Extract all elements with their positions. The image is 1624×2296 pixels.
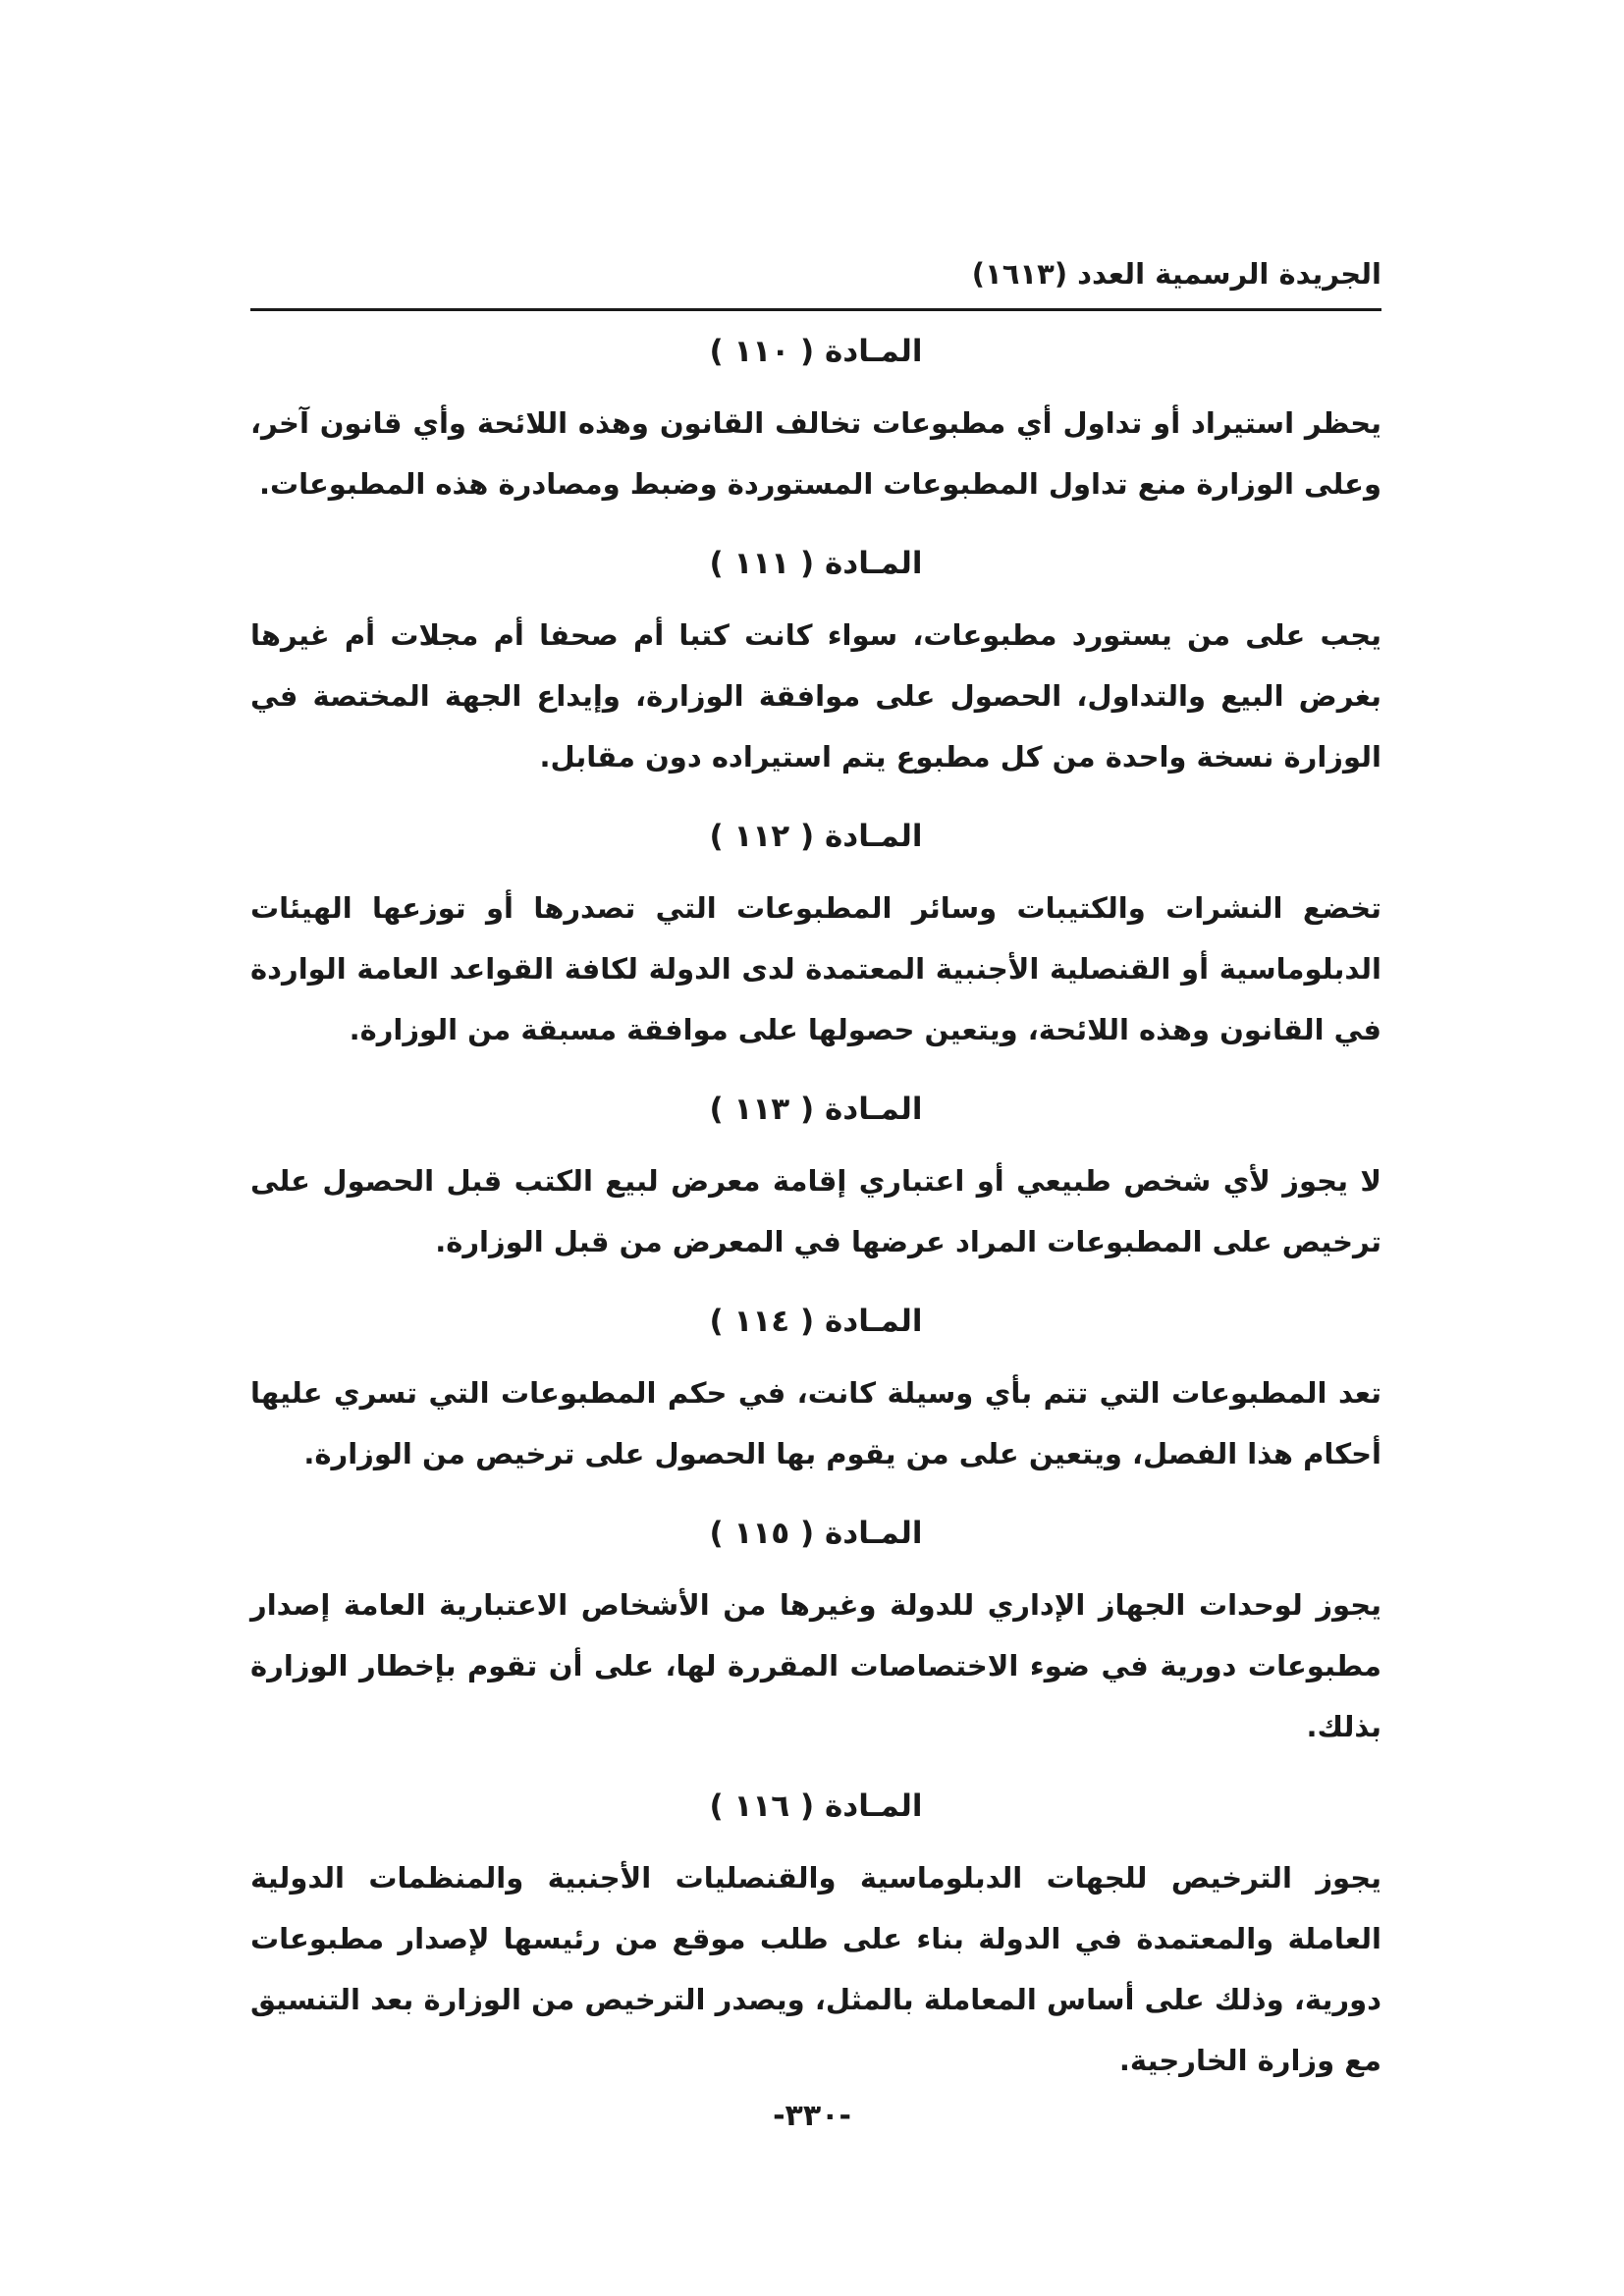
article-heading: المـادة ( ١١٣ ) (709, 1092, 923, 1127)
article-111 (250, 536, 1381, 787)
article-text: يحظر استيراد أو تداول أي مطبوعات تخالف القانون وهذه اللائحة وأي قانون آخر، وعلى الوزارة منع تداول المطبوعات المستوردة وضبط ومصادرة هذه المطبوعات. (250, 406, 1381, 501)
article-113 (250, 1082, 1381, 1272)
article-text: لا يجوز لأي شخص طبيعي أو اعتباري إقامة معرض لبيع الكتب قبل الحصول على ترخيص على المطبوعات المراد عرضها في المعرض من قبل الوزارة. (250, 1164, 1381, 1258)
article-112 (250, 809, 1381, 1060)
article-114 (250, 1294, 1381, 1484)
article-text: يجوز لوحدات الجهاز الإداري للدولة وغيرها من الأشخاص الاعتبارية العامة إصدار مطبوعات دورية في ضوء الاختصاصات المقررة لها، على أن تقوم بإخطار الوزارة بذلك. (250, 1588, 1381, 1743)
article-heading: المـادة ( ١١٤ ) (709, 1304, 923, 1339)
article-text: يجوز الترخيص للجهات الدبلوماسية والقنصليات الأجنبية والمنظمات الدولية العاملة والمعتمدة في الدولة بناء على طلب موقع من رئيسها لإصدار مطبوعات دورية، وذلك على أساس المعاملة بالمثل، ويصدر الترخيص من الوزارة بعد التنسيق مع وزارة الخارجية. (250, 1861, 1381, 2077)
page-number: -٣٣٠- (773, 2099, 851, 2133)
article-heading: المـادة ( ١١٦ ) (709, 1789, 923, 1824)
article-110 (250, 324, 1381, 514)
article-heading: المـادة ( ١١٠ ) (709, 334, 923, 369)
page-header (250, 257, 1381, 311)
articles-container (250, 324, 1381, 2112)
article-text: يجب على من يستورد مطبوعات، سواء كانت كتبا أم صحفا أم مجلات أم غيرها بغرض البيع والتداول، الحصول على موافقة الوزارة، وإيداع الجهة المختصة في الوزارة نسخة واحدة من كل مطبوع يتم استيراده دون مقابل. (250, 618, 1381, 774)
gazette-title: الجريدة الرسمية العدد (١٦١٣) (971, 257, 1381, 291)
article-text: تخضع النشرات والكتيبات وسائر المطبوعات التي تصدرها أو توزعها الهيئات الدبلوماسية أو القنصلية الأجنبية المعتمدة لدى الدولة لكافة القواعد العامة الواردة في القانون وهذه اللائحة، ويتعين حصولها على موافقة مسبقة من الوزارة. (250, 891, 1381, 1046)
article-115 (250, 1506, 1381, 1757)
article-116 (250, 1779, 1381, 2091)
article-heading: المـادة ( ١١١ ) (709, 546, 923, 581)
article-text: تعد المطبوعات التي تتم بأي وسيلة كانت، في حكم المطبوعات التي تسري عليها أحكام هذا الفصل، ويتعين على من يقوم بها الحصول على ترخيص من الوزارة. (250, 1376, 1381, 1470)
article-heading: المـادة ( ١١٢ ) (709, 819, 923, 854)
article-heading: المـادة ( ١١٥ ) (709, 1516, 923, 1551)
